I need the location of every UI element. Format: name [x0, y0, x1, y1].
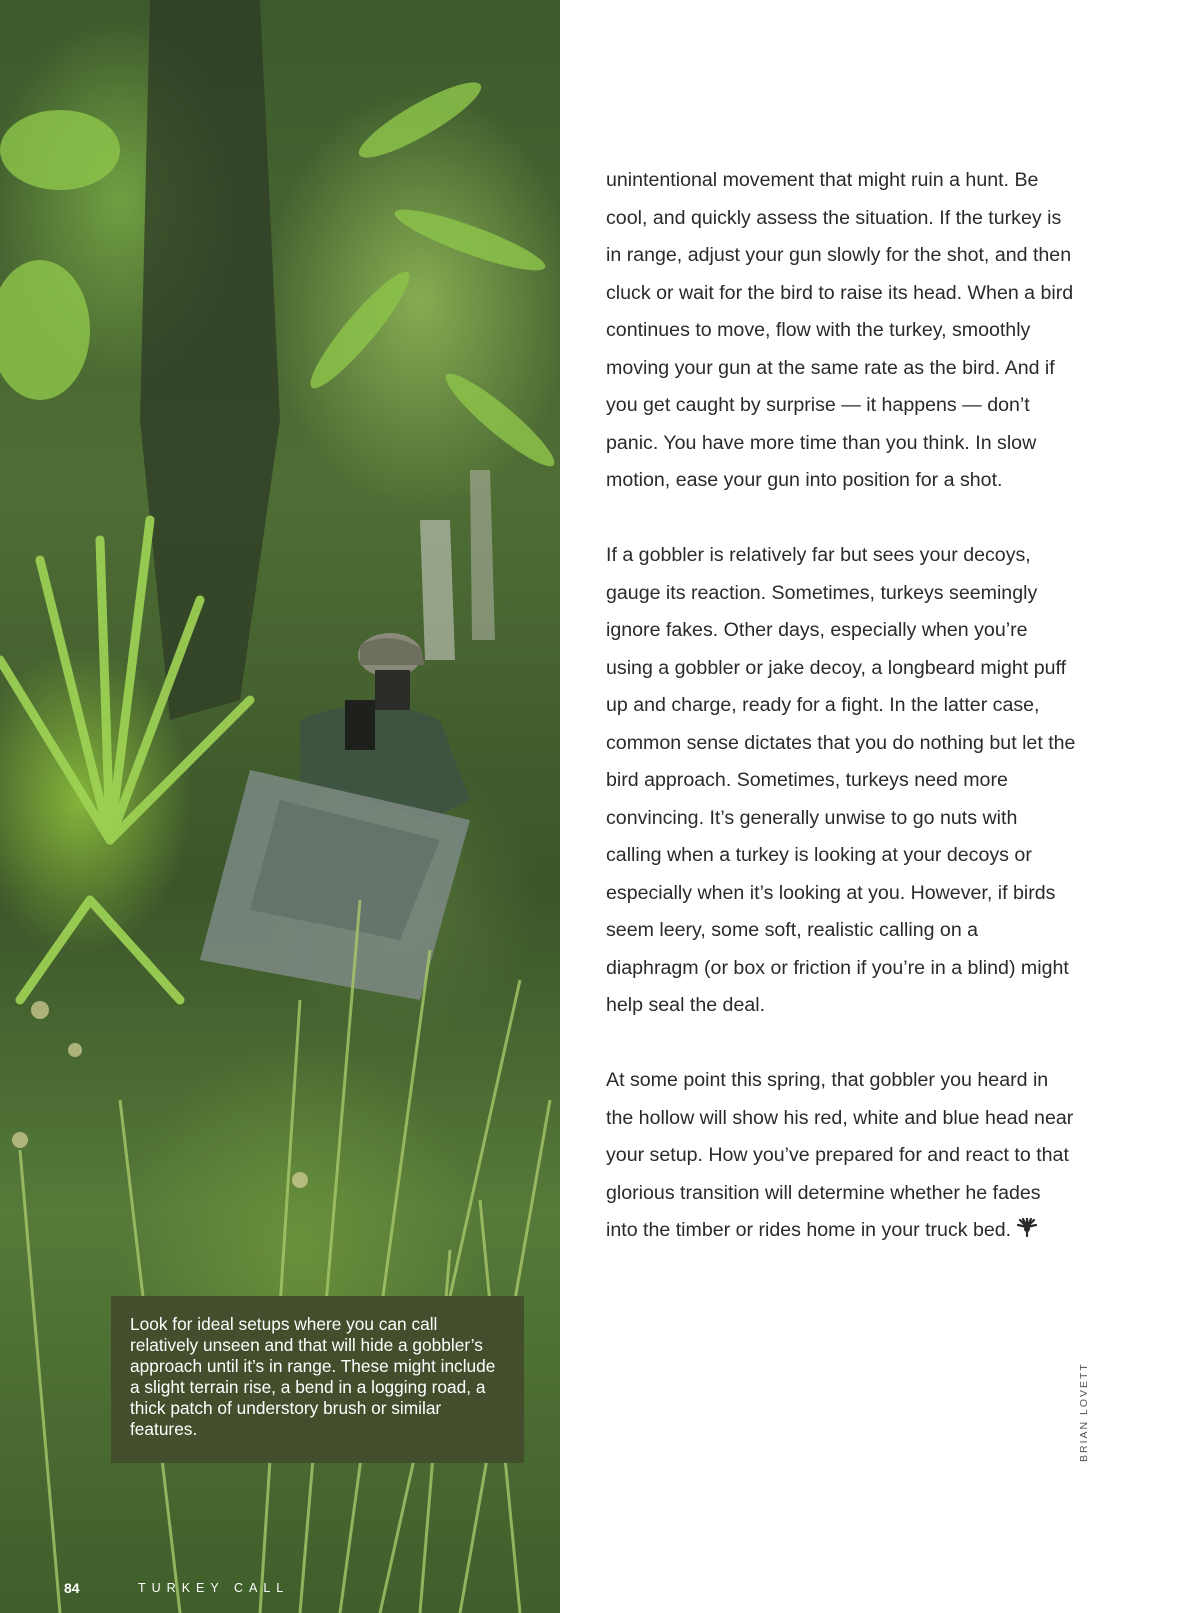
page-number: 84 — [64, 1580, 80, 1596]
magazine-name: TURKEY CALL — [138, 1581, 290, 1595]
article-paragraph: unintentional movement that might ruin a hunt. Be cool, and quickly assess the situation. If the turkey is in range, adjust your gun slowly for the shot, and then cluck or wait for the bird to raise its head. When a bird continues to move, flow with the turkey, smoothly moving your gun at the same rate as the bird. And if you get caught by surprise — it happens — don’t panic. You have more time than you think. In slow motion, ease your gun into position for a shot. — [606, 169, 1074, 491]
article-paragraph-last — [606, 1062, 1076, 1252]
article-paragraph-text: At some point this spring, that gobbler you heard in the hollow will show his red, white and blue head near your setup. How you’ve prepared for and react to that glorious transition will determine whether he fades into the timber or rides home in your truck bed. — [606, 1069, 1074, 1241]
photo-credit: BRIAN LOVETT — [1078, 1362, 1090, 1462]
photo-caption — [111, 1296, 524, 1463]
article-body — [606, 162, 1076, 1289]
hunter-camouflage-photo — [0, 0, 560, 1613]
photo-caption-text: Look for ideal setups where you can call relatively unseen and that will hide a gobbler’s approach until it’s in range. These might include a slight terrain rise, a bend in a logging road, a thick patch of understory brush or similar features. — [130, 1314, 496, 1439]
article-paragraph: If a gobbler is relatively far but sees your decoys, gauge its reaction. Sometimes, turkeys seemingly ignore fakes. Other days, especially when you’re using a gobbler or jake decoy, a longbeard might puff up and charge, ready for a fight. In the latter case, common sense dictates that you do nothing but let the bird approach. Sometimes, turkeys need more convincing. It’s generally unwise to go nuts with calling when a turkey is looking at your decoys or especially when it’s looking at you. However, if birds seem leery, some soft, realistic calling on a diaphragm (or box or friction if you’re in a blind) might help seal the deal. — [606, 544, 1076, 1016]
turkey-end-mark-icon — [1017, 1214, 1037, 1252]
